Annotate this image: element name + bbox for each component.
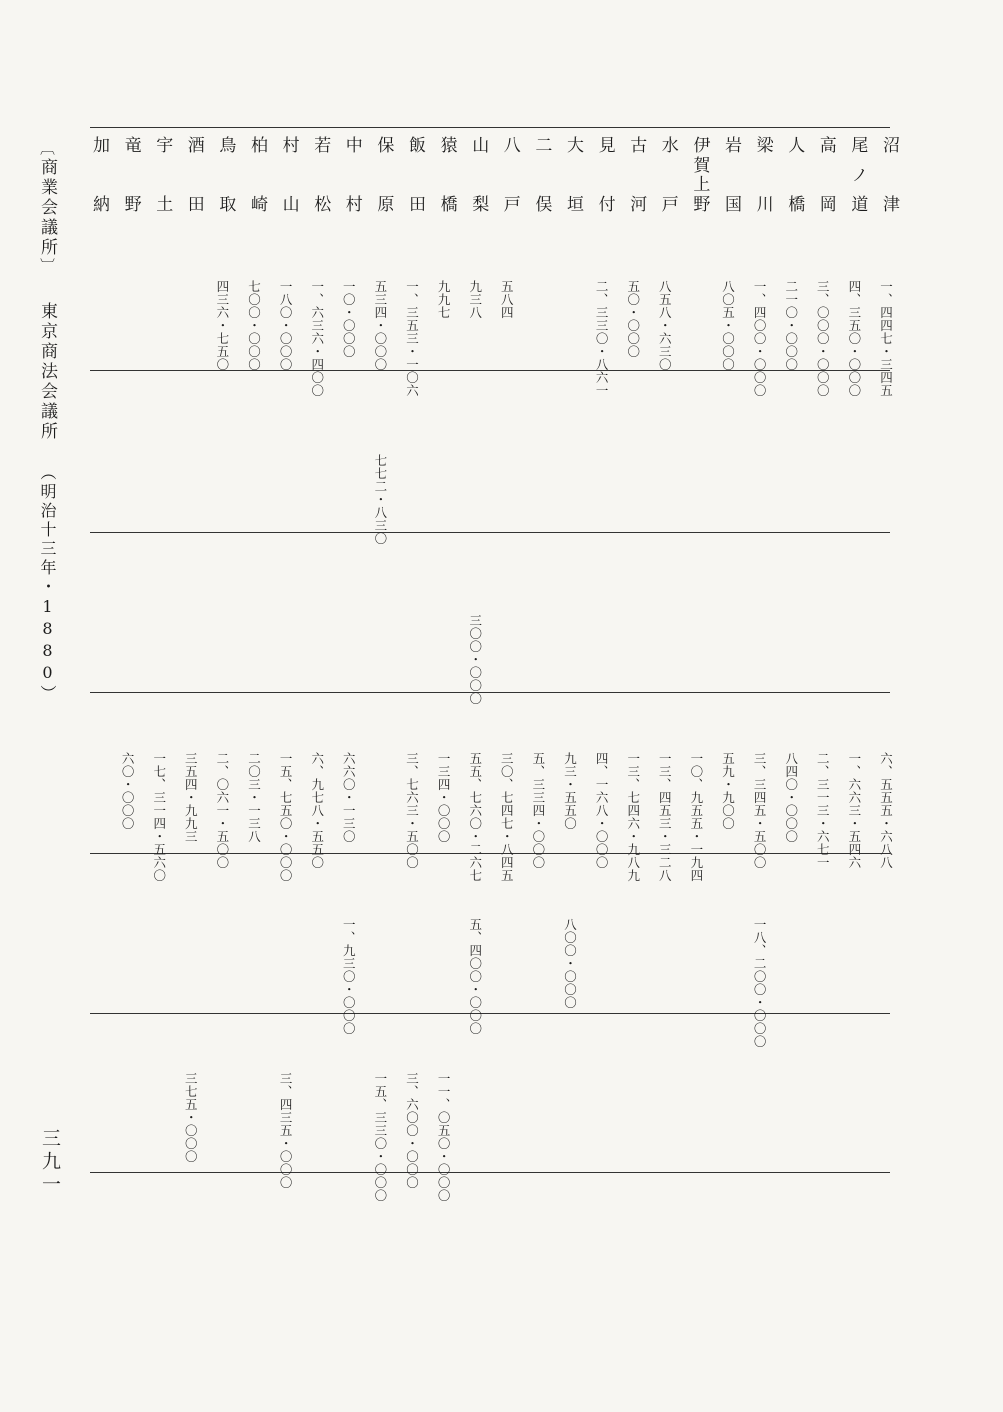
running-head-era: （明治十三年・1880）	[38, 464, 57, 704]
cell-iida-c6: 三、六〇〇・〇〇〇	[404, 1072, 420, 1189]
cell-tottori-c4: 二、〇六一・五〇〇	[214, 752, 230, 869]
cell-yamanashi-c5: 五、四〇〇・〇〇〇	[467, 918, 483, 1035]
table-bottom-rule	[90, 1172, 890, 1173]
place-name-tatsuno	[119, 136, 144, 212]
cell-yamanashi-c4: 五五、七六〇・二六七	[467, 752, 483, 882]
place-char: 垣	[563, 195, 583, 212]
cell-mitsuke-c4: 四、一六八・〇〇〇	[594, 752, 610, 869]
place-char: 宇	[152, 136, 173, 153]
place-name-tottori	[213, 136, 238, 212]
cell-kashiwazaki-c4: 二〇三・一三八	[246, 752, 262, 843]
running-head-bracket-close: 〕	[38, 258, 56, 276]
place-name-ogaki	[561, 136, 586, 212]
cell-tottori-c1: 四三六・七五〇	[214, 280, 230, 371]
place-char: 川	[752, 195, 773, 212]
running-head	[38, 140, 55, 704]
place-name-uto	[150, 136, 175, 212]
place-char: 梨	[468, 195, 489, 212]
place-name-mitsuke	[593, 136, 618, 212]
cell-takaoka-c4: 二、三一三・六七一	[815, 752, 831, 869]
page-number: 三九一	[39, 1128, 61, 1197]
place-char: 松	[310, 195, 331, 212]
place-char: 岡	[815, 195, 836, 212]
place-name-yamanashi	[466, 136, 491, 212]
place-name-onomichi	[845, 136, 870, 212]
place-char: 飯	[405, 136, 425, 153]
table-top-rule	[90, 127, 890, 128]
place-char: 橋	[784, 195, 805, 212]
cell-yanagawa-c4: 三、三四五・五〇〇	[752, 752, 768, 869]
table-rule-2	[90, 532, 890, 533]
place-char: 村	[278, 136, 299, 153]
place-name-hachinohe	[498, 136, 523, 212]
place-char: 古	[626, 136, 647, 153]
place-name-takaoka	[814, 136, 839, 212]
cell-numazu-c4: 六、五五五・六八八	[878, 752, 894, 869]
cell-iida-c1: 一、三五三・一〇六	[404, 280, 420, 397]
place-char: 納	[89, 195, 109, 212]
place-char: 山	[278, 195, 299, 212]
place-char: 津	[879, 195, 899, 212]
cell-yamanashi-c1: 九三八	[467, 280, 483, 319]
place-name-numazu	[877, 136, 902, 212]
cell-iida-c4: 三、七六三・五〇〇	[404, 752, 420, 869]
place-char: 見	[594, 136, 615, 153]
place-char: 酒	[183, 136, 204, 153]
cell-wakamatsu-c4: 六、九七八・五五〇	[309, 752, 325, 869]
place-char: 梁	[752, 136, 773, 153]
table-rule-1	[90, 370, 890, 371]
cell-uto-c4: 一七、三一四・五六〇	[151, 752, 167, 882]
place-char: 大	[563, 136, 583, 153]
cell-hobara-c6: 一五、三三〇・〇〇〇	[372, 1072, 388, 1202]
place-char: 人	[784, 136, 805, 153]
cell-murayama-c6: 三、四三五・〇〇〇	[278, 1072, 294, 1189]
cell-takaoka-c1: 三、〇〇〇・〇〇〇	[815, 280, 831, 397]
cell-yamanashi-c3: 三〇〇・〇〇〇	[467, 614, 483, 705]
cell-mitsuke-c1: 二、三三〇・八六一	[594, 280, 610, 397]
place-char: 村	[341, 195, 362, 212]
cell-tatsuno-c4: 六〇・〇〇〇	[120, 752, 136, 830]
running-head-section: 商業会議所	[37, 158, 57, 258]
place-char: 若	[310, 136, 331, 153]
place-char: 野	[120, 195, 141, 212]
cell-koga-c4: 一三、七四六・九八九	[625, 752, 641, 882]
cell-hobara-c2: 七七二・八三〇	[372, 454, 388, 545]
cell-yanagawa-c1: 一、四〇〇・〇〇〇	[752, 280, 768, 397]
place-char: 戸	[657, 195, 678, 212]
place-name-sakata	[182, 136, 207, 212]
place-name-nimata	[529, 136, 554, 212]
running-head-title: 東京商法会議所	[37, 302, 57, 442]
cell-nihonbashi-c1: 二一〇・〇〇〇	[783, 280, 799, 371]
cell-onomichi-c4: 一、六六三・五四六	[846, 752, 862, 869]
cell-hachinohe-c4: 三〇、七四七・八四五	[499, 752, 515, 882]
cell-murayama-c1: 一八〇・〇〇〇	[278, 280, 294, 371]
place-char: 沼	[879, 136, 899, 153]
cell-iwakuni-c4: 五九・九〇〇	[720, 752, 736, 830]
place-char: 河	[626, 195, 647, 212]
place-char: 二	[531, 136, 552, 153]
table-rule-4	[90, 853, 890, 854]
cell-saruhashi-c6: 一一、〇五〇・〇〇〇	[436, 1072, 452, 1202]
table-rule-5	[90, 1013, 890, 1014]
cell-saruhashi-c4: 一三四・〇〇〇	[436, 752, 452, 843]
place-char: 戸	[499, 195, 520, 212]
place-char: 俣	[531, 195, 552, 212]
cell-ogaki-c5: 八〇〇・〇〇〇	[562, 918, 578, 1009]
cell-nimata-c4: 五、三三四・〇〇〇	[530, 752, 546, 869]
cell-hachinohe-c1: 五八四	[499, 280, 515, 319]
place-char: 田	[183, 195, 204, 212]
cell-nihonbashi-c4: 八四〇・〇〇〇	[783, 752, 799, 843]
cell-nakamura-c1: 一〇・〇〇〇	[341, 280, 357, 358]
place-char: 高	[815, 136, 836, 153]
table-rule-3	[90, 692, 890, 693]
place-char: 橋	[436, 195, 457, 212]
cell-yanagawa-c5: 一八、二〇〇・〇〇〇	[752, 918, 768, 1048]
place-char: 水	[657, 136, 678, 153]
place-char: 賀	[689, 155, 710, 173]
cell-onomichi-c1: 四、三五〇・〇〇〇	[846, 280, 862, 397]
cell-kashiwazaki-c1: 七〇〇・〇〇〇	[246, 280, 262, 371]
place-char: 保	[373, 136, 394, 153]
place-char: 山	[468, 136, 489, 153]
place-name-nihonbashi	[782, 136, 807, 212]
place-name-kashiwazaki	[245, 136, 270, 212]
cell-murayama-c4: 一五、七五〇・〇〇〇	[278, 752, 294, 882]
place-name-nakamura	[340, 136, 365, 212]
place-char: 野	[689, 194, 710, 212]
place-char: 猿	[436, 136, 457, 153]
cell-saruhashi-c1: 九九七	[436, 280, 452, 319]
cell-sakata-c6: 三七五・〇〇〇	[183, 1072, 199, 1163]
place-char: 加	[89, 136, 109, 153]
place-char: 田	[405, 195, 425, 212]
place-name-iwakuni	[719, 136, 744, 212]
place-char: 土	[152, 195, 173, 212]
place-name-igaueno	[687, 136, 712, 212]
place-name-kano	[87, 136, 112, 212]
place-char: 中	[341, 136, 362, 153]
cell-ogaki-c4: 九三・五五〇	[562, 752, 578, 830]
cell-igaueno-c4: 一〇、九五五・一九四	[688, 752, 704, 882]
place-char: 八	[499, 136, 520, 153]
place-name-koga	[624, 136, 649, 212]
place-char: 尾	[847, 136, 868, 153]
place-char: 付	[594, 195, 615, 212]
place-char: 取	[215, 195, 236, 212]
place-char: 崎	[247, 195, 267, 212]
place-name-hobara	[371, 136, 396, 212]
cell-koga-c1: 五〇・〇〇〇	[625, 280, 641, 358]
cell-sakata-c4: 三五四・九九三	[183, 752, 199, 843]
cell-hobara-c1: 五三四・〇〇〇	[372, 280, 388, 371]
place-name-murayama	[277, 136, 302, 212]
place-char: 竜	[120, 136, 141, 153]
place-char: 鳥	[215, 136, 236, 153]
place-char: 道	[847, 195, 868, 212]
cell-nakamura-c5: 一、九三〇・〇〇〇	[341, 918, 357, 1035]
place-char: 国	[721, 195, 741, 212]
place-char: ノ	[847, 165, 868, 183]
place-name-wakamatsu	[308, 136, 333, 212]
cell-mito-c4: 一三、四五三・三二八	[657, 752, 673, 882]
place-char: 原	[373, 195, 394, 212]
place-name-iida	[403, 136, 428, 212]
place-char: 上	[689, 175, 710, 193]
place-name-mito	[656, 136, 681, 212]
running-head-bracket-open: 〔	[38, 140, 56, 158]
place-name-saruhashi	[435, 136, 460, 212]
place-char: 岩	[721, 136, 741, 153]
cell-nakamura-c4: 六六〇・一三〇	[341, 752, 357, 843]
cell-mito-c1: 八五八・六三〇	[657, 280, 673, 371]
cell-numazu-c1: 一、四四七・三四五	[878, 280, 894, 397]
cell-wakamatsu-c1: 一、六三六・四〇〇	[309, 280, 325, 397]
place-name-yanagawa	[751, 136, 776, 212]
place-char: 伊	[689, 136, 710, 153]
cell-iwakuni-c1: 八〇五・〇〇〇	[720, 280, 736, 371]
place-char: 柏	[247, 136, 267, 153]
